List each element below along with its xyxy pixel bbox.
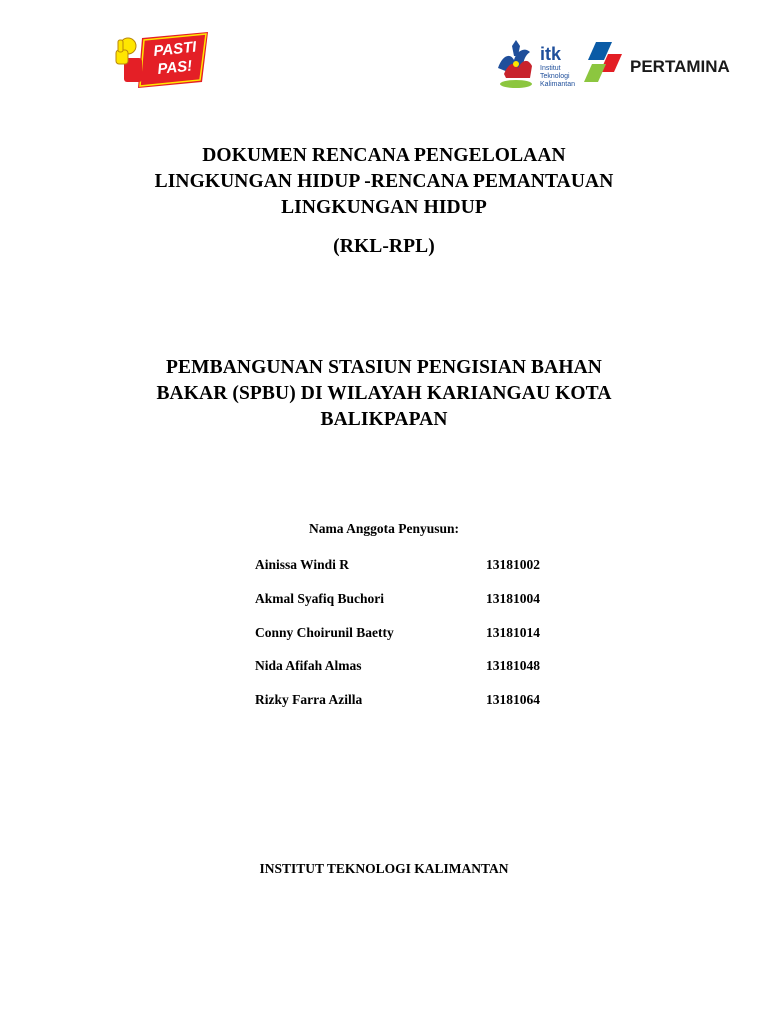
members-heading: Nama Anggota Penyusun: xyxy=(308,521,460,536)
itk-logo xyxy=(494,38,584,92)
member-name: Nida Afifah Almas xyxy=(255,658,362,673)
itk-acronym: itk xyxy=(540,44,562,64)
itk-line-1: Institut xyxy=(540,65,561,72)
member-name: Rizky Farra Azilla xyxy=(255,692,363,707)
document-title xyxy=(0,143,768,221)
project-title-line: BAKAR (SPBU) DI WILAYAH KARIANGAU KOTA xyxy=(156,383,612,404)
pasti-text: PASTI xyxy=(152,38,198,60)
project-title-line: PEMBANGUNAN STASIUN PENGISIAN BAHAN xyxy=(166,357,602,378)
member-name: Conny Choirunil Baetty xyxy=(255,625,394,640)
member-name: Akmal Syafiq Buchori xyxy=(255,591,385,606)
pasti-pas-logo xyxy=(114,32,212,90)
itk-line-3: Kalimantan xyxy=(540,81,576,88)
pertamina-wordmark: PERTAMINA xyxy=(630,57,730,76)
member-nim: 13181004 xyxy=(486,591,540,606)
institution-name: INSTITUT TEKNOLOGI KALIMANTAN xyxy=(259,861,509,876)
pas-text: PAS! xyxy=(156,57,193,78)
project-title xyxy=(0,355,768,433)
member-nim: 13181064 xyxy=(486,692,540,707)
member-name: Ainissa Windi R xyxy=(255,557,350,572)
document-title-line: LINGKUNGAN HIDUP -RENCANA PEMANTAUAN xyxy=(154,171,614,192)
member-row xyxy=(255,692,575,710)
member-nim: 13181048 xyxy=(486,658,540,673)
document-title-line: DOKUMEN RENCANA PENGELOLAAN xyxy=(202,145,566,166)
member-nim: 13181002 xyxy=(486,557,540,572)
project-title-line: BALIKPAPAN xyxy=(320,409,448,430)
member-row xyxy=(255,557,575,575)
member-row xyxy=(255,591,575,609)
pertamina-logo xyxy=(582,40,744,88)
document-title-line: LINGKUNGAN HIDUP xyxy=(281,197,487,218)
document-abbreviation: (RKL-RPL) xyxy=(333,236,435,257)
itk-line-2: Teknologi xyxy=(540,73,570,80)
member-row xyxy=(255,625,575,643)
member-row xyxy=(255,658,575,676)
member-nim: 13181014 xyxy=(486,625,540,640)
